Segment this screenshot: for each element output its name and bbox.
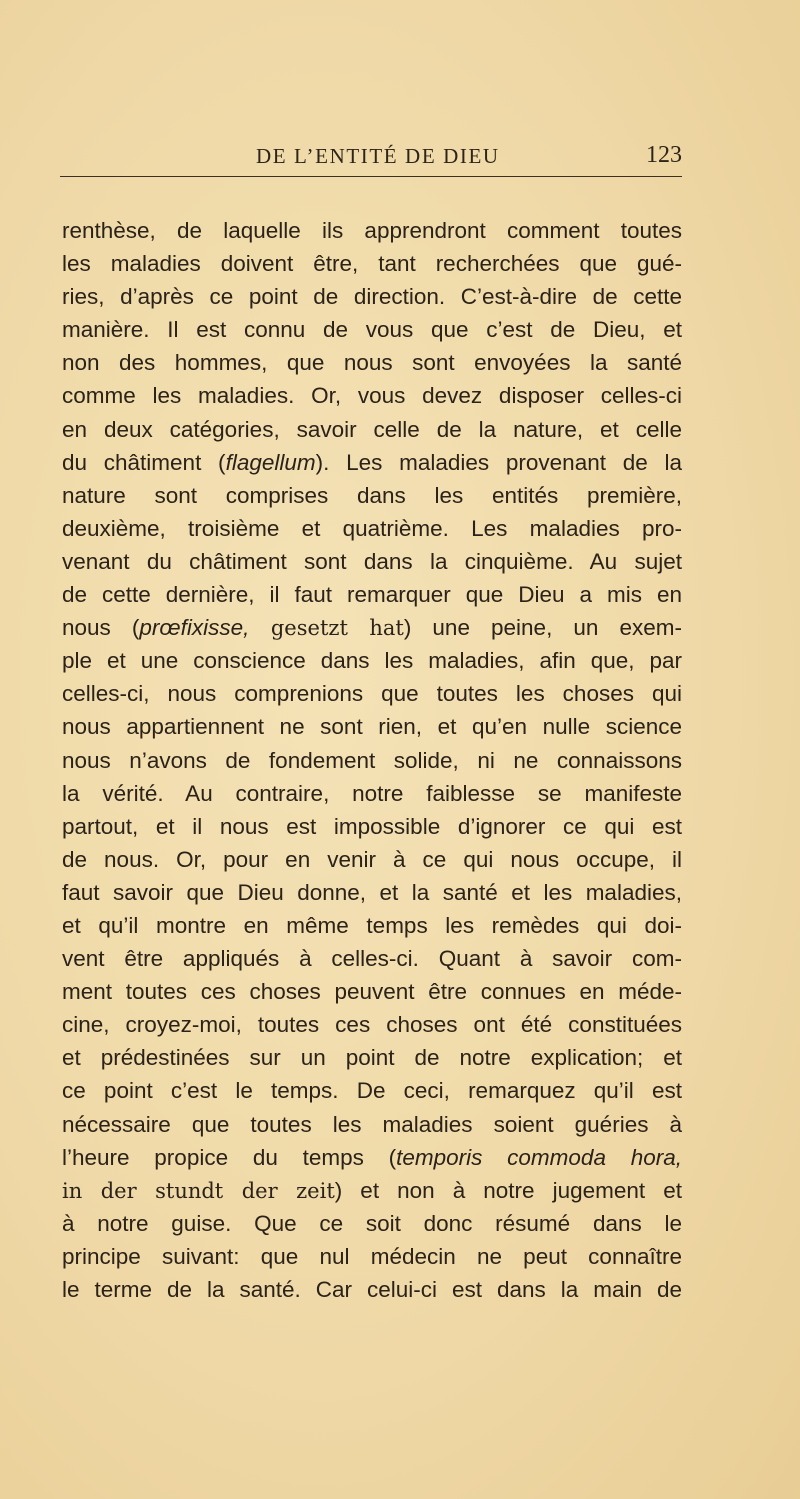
text-line bbox=[62, 710, 682, 743]
german-text: gesetzt hat bbox=[249, 616, 404, 641]
text-line bbox=[62, 280, 682, 313]
text-line bbox=[62, 810, 682, 843]
text-run: renthèse, de laquelle ils apprendront comment toutes bbox=[62, 218, 682, 243]
text-run: ). Les maladies provenant de la bbox=[315, 449, 682, 475]
text-run: nous n’avons de fondement solide, ni ne connaissons bbox=[62, 747, 682, 773]
text-line bbox=[62, 479, 682, 512]
text-run: nous ( bbox=[62, 615, 140, 641]
text-run: principe suivant: que nul médecin ne peut connaître bbox=[62, 1243, 682, 1269]
text-line bbox=[62, 1273, 682, 1306]
text-run: nécessaire que toutes les maladies soient guéries à bbox=[62, 1111, 682, 1137]
text-line bbox=[62, 578, 682, 611]
text-run: nature sont comprises dans les entités première, bbox=[62, 482, 682, 508]
text-run: ple et une conscience dans les maladies, afin que, par bbox=[62, 648, 682, 674]
text-run: manière. Il est connu de vous que c’est de Dieu, et bbox=[62, 317, 682, 343]
text-line bbox=[62, 1141, 682, 1174]
text-line bbox=[62, 346, 682, 379]
text-run: comme les maladies. Or, vous devez disposer celles-ci bbox=[62, 383, 682, 409]
text-line bbox=[62, 379, 682, 412]
text-line bbox=[62, 313, 682, 346]
text-line bbox=[62, 247, 682, 280]
running-head bbox=[60, 138, 682, 178]
text-line bbox=[62, 744, 682, 777]
text-line bbox=[62, 1174, 682, 1207]
page-number: 123 bbox=[646, 142, 682, 168]
text-line bbox=[62, 1108, 682, 1141]
text-run: venant du châtiment sont dans la cinquième. Au sujet bbox=[62, 548, 682, 574]
text-line bbox=[62, 214, 682, 247]
text-run: ce point c’est le temps. De ceci, remarquez qu’il est bbox=[62, 1078, 682, 1104]
text-run: les maladies doivent être, tant recherchées que gué- bbox=[62, 251, 682, 277]
text-line bbox=[62, 512, 682, 545]
text-line bbox=[62, 1008, 682, 1041]
text-run: cine, croyez-moi, toutes ces choses ont été constituées bbox=[62, 1012, 682, 1038]
text-run: non des hommes, que nous sont envoyées la santé bbox=[62, 350, 682, 376]
text-line bbox=[62, 1240, 682, 1273]
text-run: ) une peine, un exem- bbox=[403, 615, 682, 641]
text-line bbox=[62, 876, 682, 909]
body-text bbox=[62, 214, 682, 1306]
text-run: l’heure propice du temps ( bbox=[62, 1144, 397, 1170]
text-run: de nous. Or, pour en venir à ce qui nous occupe, il bbox=[62, 846, 682, 872]
text-run: partout, et il nous est impossible d’ignorer ce qui est bbox=[62, 813, 682, 839]
text-line bbox=[62, 975, 682, 1008]
german-text: in der stundt der zeit bbox=[62, 1178, 335, 1203]
text-run: le terme de la santé. Car celui-ci est dans la main de bbox=[62, 1277, 682, 1302]
chapter-title: DE L’ENTITÉ DE DIEU bbox=[256, 144, 500, 168]
text-line bbox=[62, 644, 682, 677]
text-line bbox=[62, 1074, 682, 1107]
italic-text: temporis commoda hora, bbox=[396, 1144, 682, 1170]
text-run: ) et non à notre jugement et bbox=[334, 1177, 682, 1203]
italic-text: prœfixisse, bbox=[139, 615, 250, 641]
text-line bbox=[62, 942, 682, 975]
text-run: faut savoir que Dieu donne, et la santé et les maladies, bbox=[62, 879, 682, 905]
text-run: la vérité. Au contraire, notre faiblesse se manifeste bbox=[62, 780, 682, 806]
text-line bbox=[62, 1041, 682, 1074]
text-line bbox=[62, 777, 682, 810]
text-line bbox=[62, 413, 682, 446]
text-line bbox=[62, 843, 682, 876]
text-run: nous appartiennent ne sont rien, et qu’en nulle science bbox=[62, 714, 682, 740]
text-run: celles-ci, nous comprenions que toutes les choses qui bbox=[62, 681, 682, 707]
text-run: deuxième, troisième et quatrième. Les maladies pro- bbox=[62, 515, 682, 541]
text-line bbox=[62, 446, 682, 479]
text-line bbox=[62, 1207, 682, 1240]
text-run: à notre guise. Que ce soit donc résumé dans le bbox=[62, 1210, 682, 1236]
text-run: en deux catégories, savoir celle de la nature, et celle bbox=[62, 416, 682, 442]
italic-text: flagellum bbox=[225, 449, 316, 475]
text-run: et qu’il montre en même temps les remèdes qui doi- bbox=[62, 912, 682, 938]
text-run: de cette dernière, il faut remarquer que Dieu a mis en bbox=[62, 582, 682, 608]
text-run: ries, d’après ce point de direction. C’est-à-dire de cette bbox=[62, 284, 682, 310]
header-rule bbox=[60, 176, 682, 177]
text-run: du châtiment ( bbox=[62, 449, 226, 475]
text-line bbox=[62, 909, 682, 942]
text-run: et prédestinées sur un point de notre explication; et bbox=[62, 1045, 682, 1071]
text-run: vent être appliqués à celles-ci. Quant à savoir com- bbox=[62, 946, 682, 972]
text-line bbox=[62, 611, 682, 644]
text-run: ment toutes ces choses peuvent être connues en méde- bbox=[62, 979, 682, 1005]
text-line bbox=[62, 677, 682, 710]
text-line bbox=[62, 545, 682, 578]
